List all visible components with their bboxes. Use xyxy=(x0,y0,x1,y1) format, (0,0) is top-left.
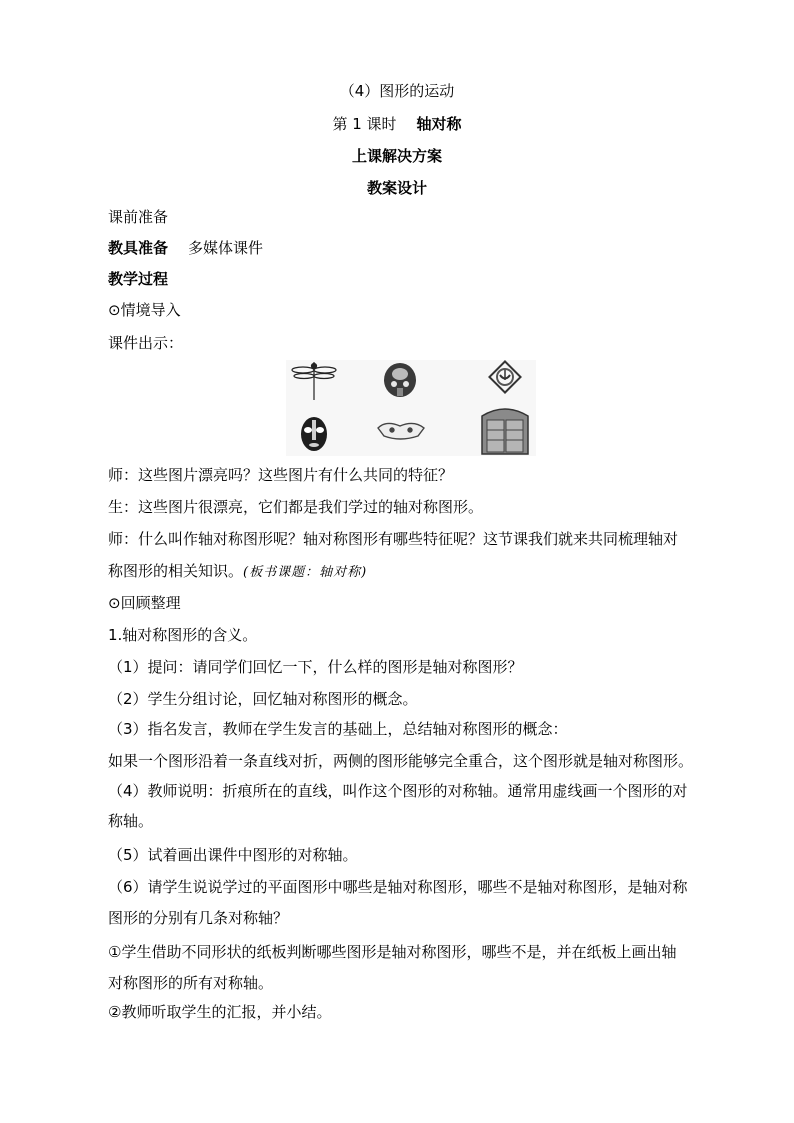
review-item-1: 1.轴对称图形的含义。 xyxy=(108,626,258,644)
board-note: (板书课题：轴对称) xyxy=(243,565,368,580)
review-item-13: ②教师听取学生的汇报，并小结。 xyxy=(108,1003,332,1021)
dialog-line-1: 师：这些图片漂亮吗？这些图片有什么共同的特征？ xyxy=(108,466,454,484)
unit-title: （4）图形的运动 xyxy=(339,82,455,100)
tools-line xyxy=(108,238,263,258)
design-heading: 教案设计 xyxy=(366,179,427,197)
review-item-8: （5）试着画出课件中图形的对称轴。 xyxy=(108,846,358,864)
review-item-11: ①学生借助不同形状的纸板判断哪些图形是轴对称图形，哪些不是，并在纸板上画出轴 xyxy=(108,943,677,961)
plan-subtitle: 上课解决方案 xyxy=(351,147,442,165)
review-item-10: 图形的分别有几条对称轴？ xyxy=(108,909,289,927)
review-item-6: （4）教师说明：折痕所在的直线，叫作这个图形的对称轴。通常用虚线画一个图形的对 xyxy=(108,782,688,800)
courseware-figure xyxy=(286,360,536,456)
intro-heading: ⊙情境导入 xyxy=(108,301,181,319)
mask-icon xyxy=(384,363,416,397)
review-item-12: 对称图形的所有对称轴。 xyxy=(108,974,274,992)
review-heading: ⊙回顾整理 xyxy=(108,594,181,612)
review-item-5: 如果一个图形沿着一条直线对折，两侧的图形能够完全重合，这个图形就是轴对称图形。 xyxy=(108,752,694,770)
lesson-title xyxy=(0,114,794,134)
dialog-line-4 xyxy=(108,561,367,583)
review-item-7: 称轴。 xyxy=(108,812,154,830)
door-icon xyxy=(482,409,528,454)
opera-mask-icon xyxy=(301,417,327,451)
prep-heading: 课前准备 xyxy=(108,208,169,226)
tools-value: 多媒体课件 xyxy=(188,239,264,257)
dragon-ornament-icon xyxy=(378,423,424,439)
review-item-9: （6）请学生说说学过的平面图形中哪些是轴对称图形，哪些不是轴对称图形，是轴对称 xyxy=(108,878,688,896)
courseware-label: 课件出示： xyxy=(108,334,184,352)
dialog-line-4-text: 称图形的相关知识。 xyxy=(108,562,244,580)
review-item-3: （2）学生分组讨论，回忆轴对称图形的概念。 xyxy=(108,690,418,708)
process-heading: 教学过程 xyxy=(108,270,169,288)
lesson-topic: 轴对称 xyxy=(416,115,462,133)
lesson-number: 第 1 课时 xyxy=(332,115,397,133)
dragonfly-icon xyxy=(292,362,336,400)
review-item-4: （3）指名发言，教师在学生发言的基础上，总结轴对称图形的概念： xyxy=(108,720,568,738)
dialog-line-3: 师：什么叫作轴对称图形呢？轴对称图形有哪些特征呢？这节课我们就来共同梳理轴对 xyxy=(108,530,679,548)
dialog-line-2: 生：这些图片很漂亮，它们都是我们学过的轴对称图形。 xyxy=(108,498,484,516)
review-item-2: （1）提问：请同学们回忆一下，什么样的图形是轴对称图形？ xyxy=(108,658,523,676)
emblem-icon xyxy=(489,361,520,392)
tools-label: 教具准备 xyxy=(108,239,169,257)
